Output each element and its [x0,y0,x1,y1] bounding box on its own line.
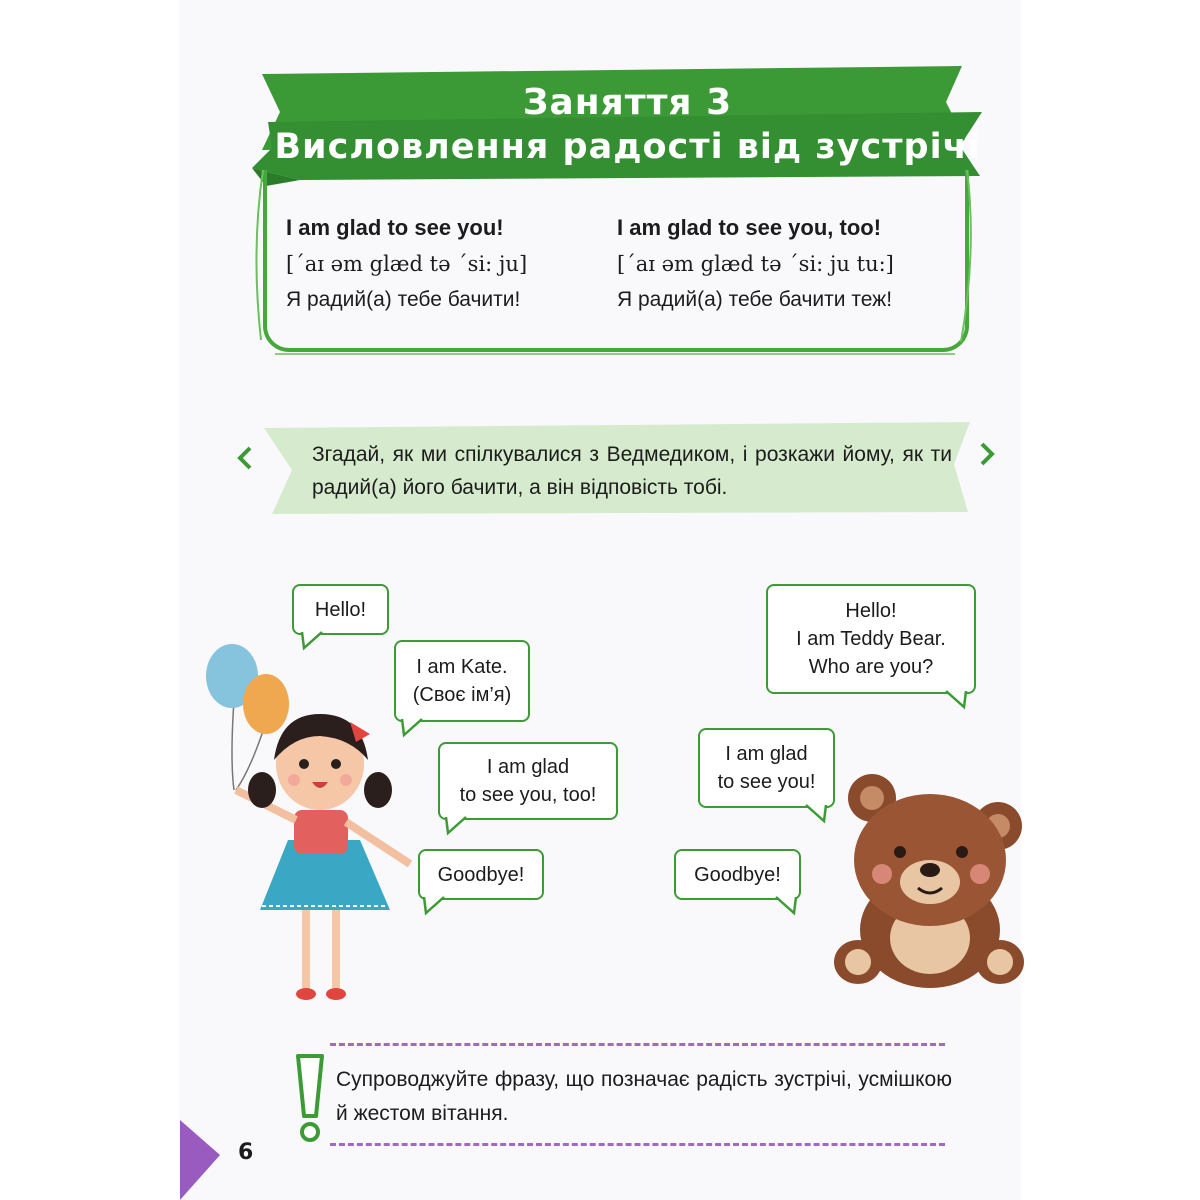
bubble-tail [422,897,452,917]
bubble-girl-glad [438,742,618,820]
bubble-girl-goodbye [418,849,544,900]
instruction-text: Згадай, як ми спілкувалися з Ведмедиком, і розкажи йому, як ти радий(а) його бачити, а він відповість тобі. [312,443,952,499]
bubble-text: to see you, too! [459,784,597,806]
bubble-text: Goodbye! [437,863,525,886]
bubble-tail [770,897,800,917]
bubble-text: I am Teddy Bear. [796,628,946,650]
page-number: 6 [238,1140,254,1165]
bubble-bear-hello [766,584,976,694]
chevron-right-icon [976,442,996,466]
divider-top [330,1043,945,1046]
girl-with-balloons-illustration [200,640,420,1010]
bubble-text: Goodbye! [694,863,781,886]
bubble-text: I am Kate. [416,656,508,678]
phrase-ua: Я радий(а) тебе бачити! [286,288,521,311]
divider-bottom [330,1143,945,1146]
bubble-tail [800,805,830,825]
exclamation-icon [292,1052,328,1144]
phrase-ua: Я радий(а) тебе бачити теж! [617,288,893,311]
bubble-girl-hello [292,584,389,635]
bubble-text: to see you! [717,771,816,793]
bubble-text: (Своє ім’я) [412,684,512,706]
bubble-bear-glad [698,728,835,808]
bubble-text: Hello! [845,600,897,622]
phrase-ipa: [΄aɪ əm glæd tə ΄si: ju] [286,252,528,276]
phrase-en: I am glad to see you! [286,215,504,240]
bubble-text: Hello! [314,598,367,621]
teddy-bear-illustration [830,770,1030,990]
lesson-title: Заняття 3 [522,82,733,123]
bubble-text: I am glad [725,743,808,765]
chevron-left-icon [236,446,256,470]
lesson-subtitle: Висловлення радості від зустрічі [274,127,981,167]
bubble-tail [444,817,474,837]
bubble-tail [940,691,970,711]
bubble-text: Who are you? [808,656,934,678]
phrase-ipa: [΄aɪ əm glæd tə ΄si: ju tu:] [617,252,894,276]
star-decoration [180,1110,240,1200]
note-text: Супроводжуйте фразу, що позначає радість зустрічі, усмішкою й жестом вітання. [336,1068,952,1125]
phrase-left [286,210,586,318]
phrase-en: I am glad to see you, too! [617,215,882,240]
phrase-right [617,210,957,318]
bubble-bear-goodbye [674,849,801,900]
bubble-text: I am glad [486,756,570,778]
